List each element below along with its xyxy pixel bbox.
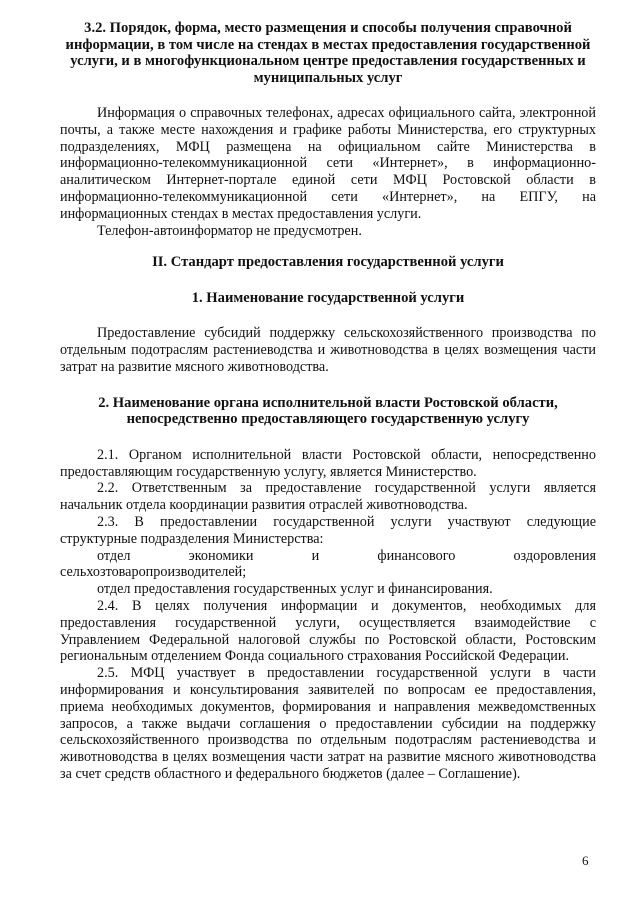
paragraph-2-3-item-1-line-2: сельхозтоваропроизводителей;	[60, 564, 247, 581]
page-number: 6	[582, 853, 589, 868]
paragraph-2-3: 2.3. В предоставлении государственной услуги участвуют следующие структурные подразделения Министерства:	[60, 513, 596, 547]
section-1-heading: 1. Наименование государственной услуги	[191, 289, 465, 306]
paragraph-2-2: 2.2. Ответственным за предоставление государственной услуги является начальник отдела координации развития отраслей животноводства.	[60, 480, 596, 514]
paragraph-2-1: 2.1. Органом исполнительной власти Ростовской области, непосредственно предоставляющим государственную услугу, является Министерство.	[60, 446, 596, 480]
section-1-paragraph: Предоставление субсидий поддержку сельскохозяйственного производства по отдельным подотраслям растениеводства и животноводства в целях возмещения части затрат на развитие мясного животноводства.	[60, 325, 596, 375]
section-3-2-heading: 3.2. Порядок, форма, место размещения и способы получения справочной информации, в том числе на стендах в местах предоставления государственной услуги, и в многофункциональном центре предоставления государственных и муниципальных услуг	[65, 20, 591, 86]
document-page	[60, 20, 596, 783]
paragraph-2-5: 2.5. МФЦ участвует в предоставлении государственной услуги в части информирования и консультирования заявителей по вопросам ее предоставления, приема необходимых документов, формирования и направления межведомственных запросов, а также выдачи соглашения о предоставлении субсидии на поддержку сельскохозяйственного производства по отдельным подотраслям растениеводства и животноводства в целях возмещения части затрат на развитие мясного животноводства за счет средств областного и федерального бюджетов (далее – Соглашение).	[60, 665, 596, 782]
paragraph-2-3-item-1-line-1: отдел экономики и финансового оздоровления	[97, 547, 596, 564]
section-2-heading: 2. Наименование органа исполнительной власти Ростовской области, непосредственно предоставляющего государственную услугу	[98, 394, 558, 428]
section-3-2-paragraph-2: Телефон-автоинформатор не предусмотрен.	[97, 222, 362, 239]
paragraph-2-3-item-2: отдел предоставления государственных услуг и финансирования.	[97, 581, 493, 598]
section-3-2-paragraph-1: Информация о справочных телефонах, адресах официального сайта, электронной почты, а также месте нахождения и графике работы Министерства, его структурных подразделениях, МФЦ размещена на официальном сайте Министерства в информационно-телекоммуникационной сети «Интернет», в информационно-аналитическом Интернет-портале единой сети МФЦ Ростовской области в информационно-телекоммуникационной сети «Интернет», на ЕПГУ, на информационных стендах в местах предоставления услуги.	[60, 105, 596, 222]
paragraph-2-4: 2.4. В целях получения информации и документов, необходимых для предоставления государственной услуги, осуществляется взаимодействие с Управлением Федеральной налоговой службы по Ростовской области, Ростовским региональным отделением Фонда социального страхования Российской Федерации.	[60, 597, 596, 665]
part-2-heading: II. Стандарт предоставления государственной услуги	[152, 254, 504, 271]
